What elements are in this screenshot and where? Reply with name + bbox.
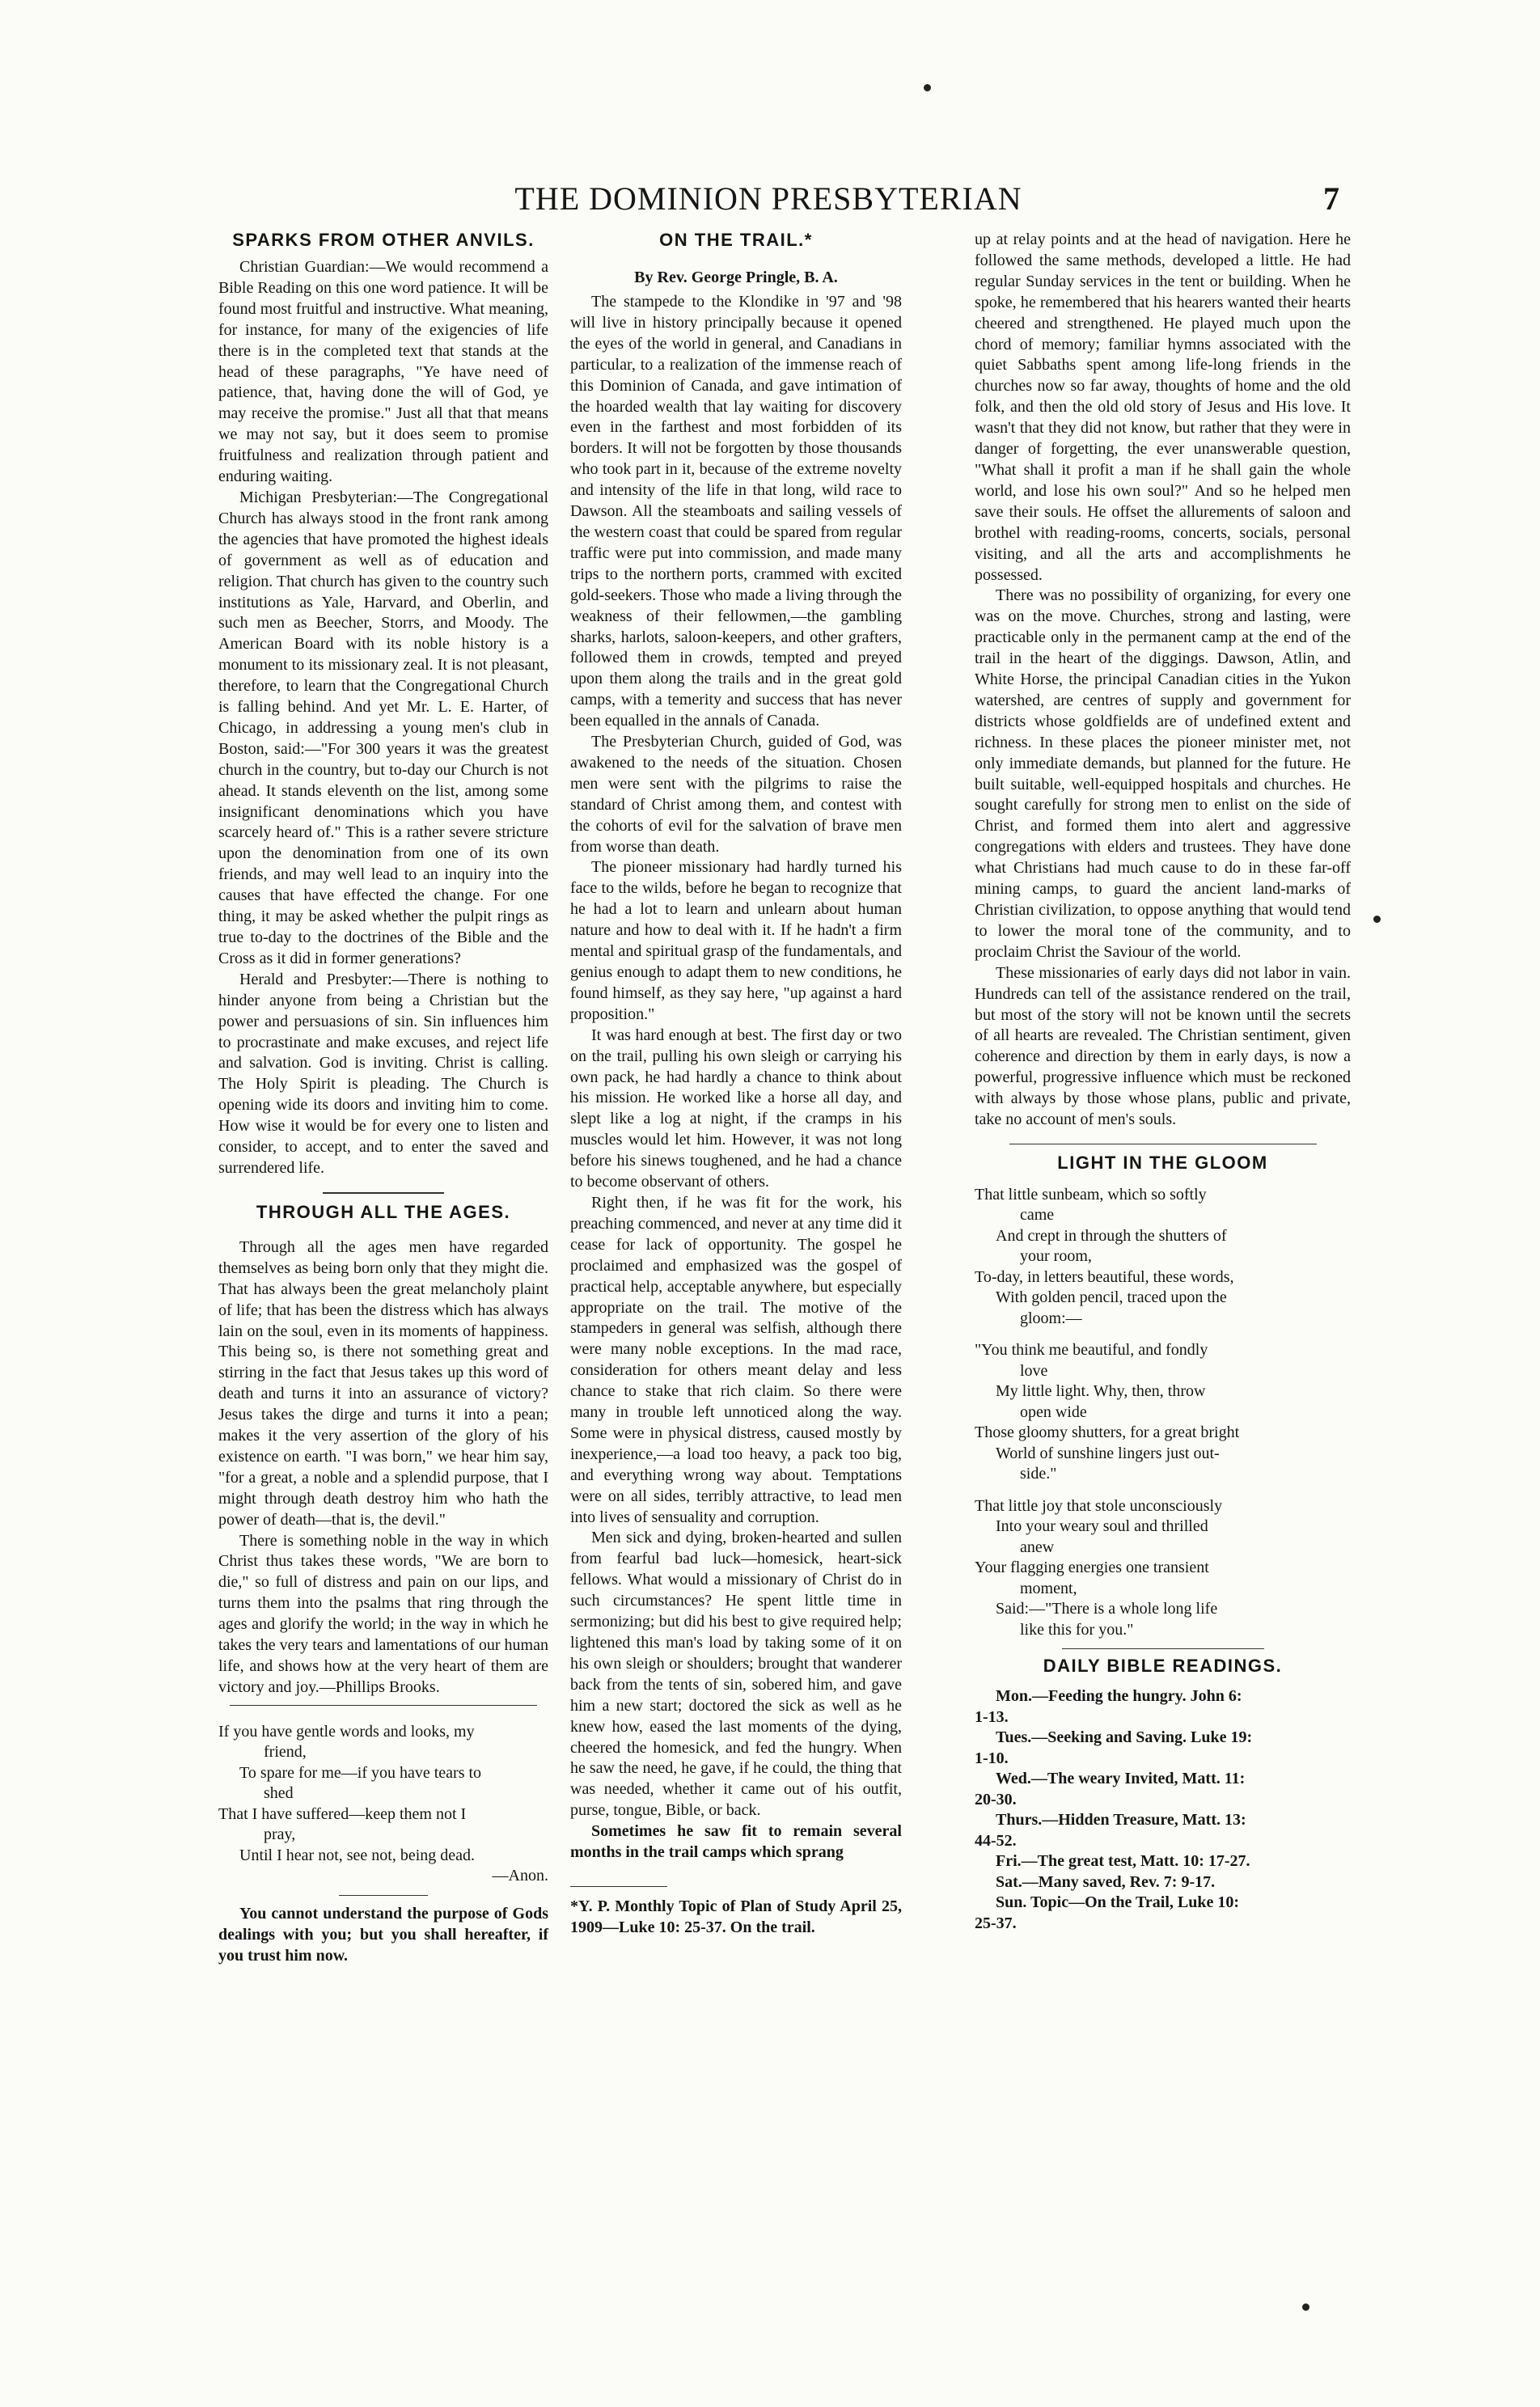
verse-line: "You think me beautiful, and fondly <box>975 1341 1208 1360</box>
verse-line: And crept in through the shutters of <box>996 1226 1227 1245</box>
trail-paragraph: The Presbyterian Church, guided of God, was awakened to the needs of the situation. Chosen men were sent with the pilgrims to raise the standard of Christ among them, and contest with the cohorts of evil for the salvation of brave men from worse than death. <box>570 733 902 856</box>
reading-verse: 44-52. <box>975 1831 1017 1850</box>
light-poem <box>975 1185 1351 1641</box>
on-the-trail-heading: ON THE TRAIL.* <box>659 230 813 250</box>
verse-line: like this for you." <box>1020 1620 1134 1639</box>
ink-dot <box>1373 916 1381 923</box>
ink-dot <box>924 84 931 91</box>
verse-line: open wide <box>1020 1402 1087 1421</box>
trail-paragraph: Right then, if he was fit for the work, his preaching commenced, and never at any time did it cease for lack of opportunity. The gospel he proclaimed and emphasized was the gospel of practical help, acceptable anywhere, but especially appropriate on the trail. The motive of the stampeders in general was selfish, although there were many noble exceptions. In the mad race, consideration for others meant delay and less chance to stake that rich claim. So there were many in trouble left unnoticed along the way. Some were in physical distress, caused mostly by inexperience,—a load too heavy, a pack too big, and everything wrong way about. Temptations were on all sides, terribly attractive, to lead men into lives of sensuality and corruption. <box>570 1193 902 1526</box>
column-right <box>975 230 1351 1934</box>
verse-author: —Anon. <box>492 1867 548 1885</box>
verse-line: With golden pencil, traced upon the <box>996 1288 1227 1307</box>
verse-line: Into your weary soul and thrilled <box>996 1517 1208 1536</box>
page-number: 7 <box>1323 180 1339 217</box>
reading-item: Fri.—The great test, Matt. 10: 17-27. <box>996 1852 1250 1871</box>
stanza-break <box>975 1329 1351 1340</box>
verse-line: That I have suffered—keep them not I <box>218 1804 467 1823</box>
trail-continued-paragraph: These missionaries of early days did not labor in vain. Hundreds can tell of the assistance rendered on the trail, but most of the story will not be known until the secrets of all hearts are revealed. The Christian sentiment, given coherence and direction by them in early days, is now a powerful, progressive influence which must be reckoned with always by those whose plans, public and private, take no account of men's souls. <box>975 963 1351 1129</box>
ink-dot <box>1302 2303 1309 2311</box>
reading-verse: 1-13. <box>975 1707 1009 1726</box>
readings-heading: DAILY BIBLE READINGS. <box>1043 1656 1283 1677</box>
verse-line: side." <box>1020 1465 1057 1483</box>
verse-line: That little sunbeam, which so softly <box>975 1185 1207 1204</box>
sparks-heading: SPARKS FROM OTHER ANVILS. <box>232 230 535 250</box>
reading-item: Mon.—Feeding the hungry. John 6: <box>996 1687 1242 1706</box>
verse-line: your room, <box>1020 1247 1092 1266</box>
trail-paragraph: The pioneer missionary had hardly turned his face to the wilds, before he began to recognize that he had a lot to learn and unlearn about human nature and how to deal with it. If he hadn't a firm mental and spiritual grasp of the fundamentals, and genius enough to adapt them to new conditions, he found himself, as they say here, "up against a hard proposition." <box>570 858 902 1023</box>
trail-continued-paragraph: There was no possibility of organizing, for every one was on the move. Churches, strong and lasting, were practicable only in the permanent camp at the end of the trail in the heart of the diggings. Dawson, Atlin, and White Horse, the principal Canadian cities in the Yukon watershed, are centres of supply and government for districts whose goldfields are of undefined extent and richness. In these places the pioneer minister met, not only immediate demands, but planned for the future. He built suitable, well-equipped hospitals and churches. He sought carefully for strong men to enlist on the side of Christ, and formed them into alert and aggressive congregations with elders and trustees. They have done what Christians had much cause to do in these far-off mining camps, to guard the ancient land-marks of Christian civilization, to oppose anything that would tend to lower the moral tone of the community, and to proclaim Christ the Saviour of the world. <box>975 586 1351 961</box>
verse-line: came <box>1020 1206 1055 1225</box>
light-heading: LIGHT IN THE GLOOM <box>1057 1152 1268 1173</box>
verse-line: That little joy that stole unconsciously <box>975 1496 1223 1515</box>
reading-verse: 25-37. <box>975 1914 1017 1932</box>
through-heading: THROUGH ALL THE AGES. <box>256 1201 511 1222</box>
verse-line: shed <box>264 1784 294 1803</box>
verse-line: gloom:— <box>1020 1309 1082 1327</box>
column-middle <box>570 230 902 1939</box>
verse-line: love <box>1020 1361 1048 1380</box>
reading-item: Thurs.—Hidden Treasure, Matt. 13: <box>996 1811 1246 1830</box>
verse-line: pray, <box>264 1825 296 1844</box>
verse-line: Said:—"There is a whole long life <box>996 1600 1218 1618</box>
reading-item: Wed.—The weary Invited, Matt. 11: <box>996 1770 1246 1788</box>
trail-paragraph: The stampede to the Klondike in '97 and '98 will live in history principally because it opened the eyes of the world in general, and Canadians in particular, to a realization of the immense reach of this Dominion of Canada, and gave intimation of the hoarded wealth that lay waiting for discovery even in the farthest and most forbidden of its borders. It will not be forgotten by those thousands who took part in it, because of the extreme novelty and intensity of the life in that long, wild race to Dawson. All the steamboats and sailing vessels of the western coast that could be spared from regular traffic were put into commission, and made many trips to the northern ports, crammed with excited gold-seekers. Those who made a living through the weakness of their fellowmen,—the gambling sharks, harlots, saloon-keepers, and other grafters, followed them in crowds, tempted and preyed upon them along the trails and in the great gold camps, with a temerity and success that has never been equalled in the annals of Canada. <box>570 293 902 730</box>
closing-quote: You cannot understand the purpose of Gods dealings with you; but you shall hereafter, if you trust him now. <box>218 1904 548 1965</box>
verse-line: World of sunshine lingers just out- <box>996 1444 1220 1462</box>
verse-line: Until I hear not, see not, being dead. <box>239 1846 476 1864</box>
reading-item: Tues.—Seeking and Saving. Luke 19: <box>996 1728 1253 1747</box>
verse-line: friend, <box>264 1743 307 1762</box>
verse-line: If you have gentle words and looks, my <box>218 1722 475 1741</box>
sparks-paragraph: Christian Guardian:—We would recommend a Bible Reading on this one word patience. It will be found most fruitful and instructive. What meaning, for instance, for many of the exigencies of life there is in the completed text that stands at the head of these paragraphs, "Ye have need of patience, that, having done the will of God, ye may receive the promise." Just all that that means we may not say, but it does seem to promise fruitfulness and realization through patient and enduring waiting. <box>218 258 548 486</box>
through-paragraph: Through all the ages men have regarded themselves as being born only that they might die. That has always been the great melancholy plaint of life; that has been the distress which has always lain on the soul, even in its moments of happiness. This being so, is there not something great and stirring in the fact that Jesus takes up this word of death and turns it into an assurance of victory? Jesus takes the dirge and turns it into a pean; makes it the very assertion of the glory of his existence on earth. "I was born," we hear him say, "for a great, a noble and a splendid purpose, that I might through death destroy him who hath the power of death—that is, the devil." <box>218 1237 548 1529</box>
verse-line: Those gloomy shutters, for a great bright <box>975 1423 1240 1442</box>
verse-line: Your flagging energies one transient <box>975 1559 1209 1577</box>
footnote: *Y. P. Monthly Topic of Plan of Study April 25, 1909—Luke 10: 25-37. On the trail. <box>570 1897 902 1936</box>
reading-verse: 1-10. <box>975 1749 1009 1767</box>
reading-verse: 20-30. <box>975 1790 1017 1808</box>
verse-line: My little light. Why, then, throw <box>996 1382 1206 1401</box>
reading-item: Sun. Topic—On the Trail, Luke 10: <box>996 1893 1240 1912</box>
readings-list <box>975 1686 1351 1934</box>
verse-line: To-day, in letters beautiful, these words, <box>975 1267 1234 1286</box>
stanza-break <box>975 1485 1351 1496</box>
column-left <box>218 230 548 1967</box>
page-title: THE DOMINION PRESBYTERIAN <box>514 180 1022 217</box>
sparks-paragraph: Herald and Presbyter:—There is nothing to hinder anyone from being a Christian but the power and persuasions of sin. Sin influences him to procrastinate and make excuses, and reject life and salvation. God is inviting. Christ is calling. The Holy Spirit is pleading. The Church is opening wide its doors and inviting him to come. How wise it would be for every one to listen and consider, to accept, and to enter the saved and surrendered life. <box>218 970 548 1177</box>
sparks-paragraph: Michigan Presbyterian:—The Congregational Church has always stood in the front rank among the agencies that have promoted the highest ideals of government as well as of education and religion. That church has given to the country such institutions as Yale, Harvard, and Oberlin, and such men as Beecher, Storrs, and Moody. The American Board with its noble history is a monument to its missionary zeal. It is not pleasant, therefore, to learn that the Congregational Church is falling behind. And yet Mr. L. E. Harter, of Chicago, in addressing a young men's club in Boston, said:—"For 300 years it was the greatest church in the country, but to-day our Church is not ahead. It stands eleventh on the list, among some insignificant denominations which you have scarcely heard of." This is a rather severe stricture upon the denomination from one of its own friends, and may well lead to an inquiry into the causes that have effected the change. For one thing, it may be asked whether the pulpit rings as true to-day to the doctrines of the Bible and the Cross as it did in former generations? <box>218 488 548 967</box>
verse-line: anew <box>1020 1538 1055 1556</box>
trail-paragraph: It was hard enough at best. The first day or two on the trail, pulling his own sleigh or carrying his own pack, he had hardly a chance to think about his mission. He worked like a horse all day, and slept like a log at night, if the cramps in his muscles would let him. However, it was not long before his sinews toughened, and he had a chance to become observant of others. <box>570 1026 902 1191</box>
trail-paragraph: Men sick and dying, broken-hearted and sullen from fearful bad luck—homesick, heart-sick fellows. What would a missionary of Christ do in such circumstances? He spent little time in sermonizing; but did his best to give required help; lightened this man's load by taking some of it on his own sleigh or shoulders; brought that wanderer back from the tents of sin, sobered him, and gave him a new start; doctored the sick as well as he knew how, eased the last moments of the dying, cheered the homesick, and fed the hungry. When he saw the need, he gave, if he could, the thing that was needed, whether it came out of his outfit, purse, tongue, Bible, or back. <box>570 1529 902 1820</box>
trail-continued-paragraph: up at relay points and at the head of navigation. Here he followed the same methods, developed a little. He had regular Sunday services in the tent or building. When he spoke, he remembered that his hearers wanted their hearts cheered and strengthened. He played much upon the chord of memory; familiar hymns associated with the quiet Sabbaths spent among life-long friends in the churches now so far away, thoughts of home and the old folk, and then the old old story of Jesus and His love. It wasn't that they did not know, but rather that they were in danger of forgetting, the ever unanswerable question, "What shall it profit a man if he shall gain the whole world, and lose his own soul?" And so he helped men save their souls. He offset the allurements of saloon and brothel with reading-rooms, concerts, socials, personal visiting, and all the arts and accomplishments he possessed. <box>975 231 1351 584</box>
through-paragraph: There is something noble in the way in which Christ thus takes these words, "We are born to die," so full of distress and pain on our lips, and turns them into the psalms that ring through the ages and glorify the world; in the way in which he takes the very tears and lamentations of our human life, and shows how at the very heart of them are victory and joy.—Phillips Brooks. <box>218 1531 548 1696</box>
byline: By Rev. George Pringle, B. A. <box>634 269 838 286</box>
reading-item: Sat.—Many saved, Rev. 7: 9-17. <box>996 1872 1216 1891</box>
verse-block <box>218 1722 548 1887</box>
verse-line: To spare for me—if you have tears to <box>239 1763 482 1782</box>
verse-line: moment, <box>1020 1579 1077 1597</box>
trail-paragraph: Sometimes he saw fit to remain several months in the trail camps which sprang <box>570 1822 902 1862</box>
